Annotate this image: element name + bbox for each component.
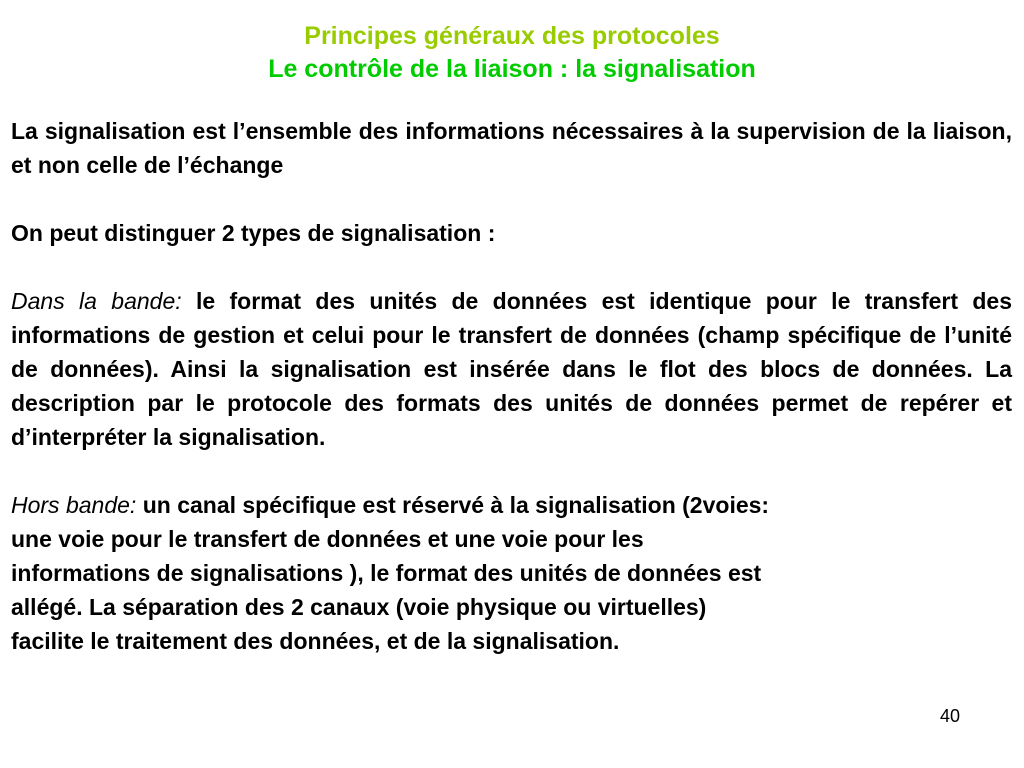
slide-subtitle: Le contrôle de la liaison : la signalisation	[268, 55, 756, 83]
in-band-label: Dans la bande:	[11, 288, 182, 314]
slide-header	[0, 20, 1024, 86]
out-band-line: allégé. La séparation des 2 canaux (voie physique ou virtuelles)	[11, 594, 707, 620]
intro-paragraph: La signalisation est l’ensemble des informations nécessaires à la supervision de la liaison, et non celle de l’échange	[11, 118, 1012, 178]
out-band-line	[11, 488, 1012, 522]
types-intro-paragraph: On peut distinguer 2 types de signalisation :	[11, 220, 496, 246]
out-band-line: facilite le traitement des données, et de la signalisation.	[11, 628, 620, 654]
page-number: 40	[939, 706, 961, 726]
out-band-line: une voie pour le transfert de données et une voie pour les	[11, 526, 644, 552]
slide-body	[11, 114, 1012, 658]
out-band-line: informations de signalisations ), le format des unités de données est	[11, 560, 762, 586]
in-band-paragraph	[11, 284, 1012, 454]
out-band-paragraph	[11, 488, 1012, 658]
in-band-text: le format des unités de données est identique pour le transfert des informations de gestion et celui pour le transfert de données (champ spécifique de l’unité de données). Ainsi la signalisation est insérée dans le flot des blocs de données. La description par le protocole des formats des unités de données permet de repérer et d’interpréter la signalisation.	[11, 288, 1012, 450]
out-band-label: Hors bande:	[11, 492, 137, 518]
out-band-text: un canal spécifique est réservé à la signalisation (2voies:	[136, 492, 770, 518]
slide-title: Principes généraux des protocoles	[304, 22, 720, 50]
